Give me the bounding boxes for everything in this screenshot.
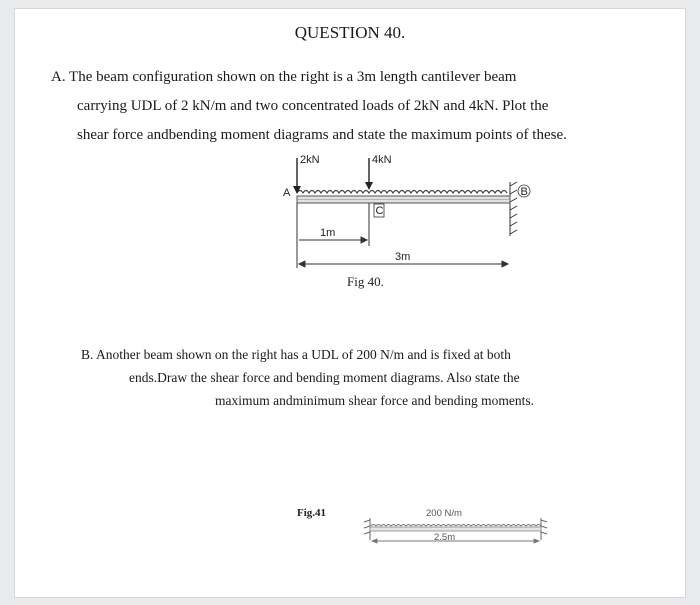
point-label-b: B [520,186,528,198]
beam-body-fig41 [370,527,541,531]
fig40-beam-diagram [283,154,530,289]
part-b-line-3: maximum andminimum shear force and bending moments. [215,393,535,408]
load-label-4kn: 4kN [372,154,392,166]
fig41-caption: Fig.41 [297,507,327,519]
dimension-2-5m [372,539,539,543]
point-label-a: A [283,187,291,199]
udl-wave [297,191,507,194]
dim-label-1m: 1m [320,227,336,239]
question-title: QUESTION 40. [294,23,406,42]
span-label-2-5m: 2.5m [434,532,456,543]
part-a-line-1: A. The beam configuration shown on the right is a 3m length cantilever beam [51,69,517,85]
fig40-caption: Fig 40. [347,274,384,289]
part-b-line-2: ends.Draw the shear force and bending moment diagrams. Also state the [129,370,520,385]
fixed-support-left [364,518,370,540]
part-b-line-1: B. Another beam shown on the right has a UDL of 200 N/m and is fixed at both [81,347,511,362]
part-a-line-2: carrying UDL of 2 kN/m and two concentrated loads of 2kN and 4kN. Plot the [77,98,549,114]
udl-label-200: 200 N/m [426,508,462,519]
fig41-beam-diagram [297,507,547,543]
dim-label-3m: 3m [395,251,411,263]
fixed-support-right [541,518,547,540]
point-label-c: C [375,205,384,217]
part-a-line-3: shear force andbending moment diagrams and state the maximum points of these. [77,127,567,143]
udl-wave-fig41 [371,525,541,527]
load-label-2kn: 2kN [300,154,320,166]
fixed-support-b [510,182,517,236]
